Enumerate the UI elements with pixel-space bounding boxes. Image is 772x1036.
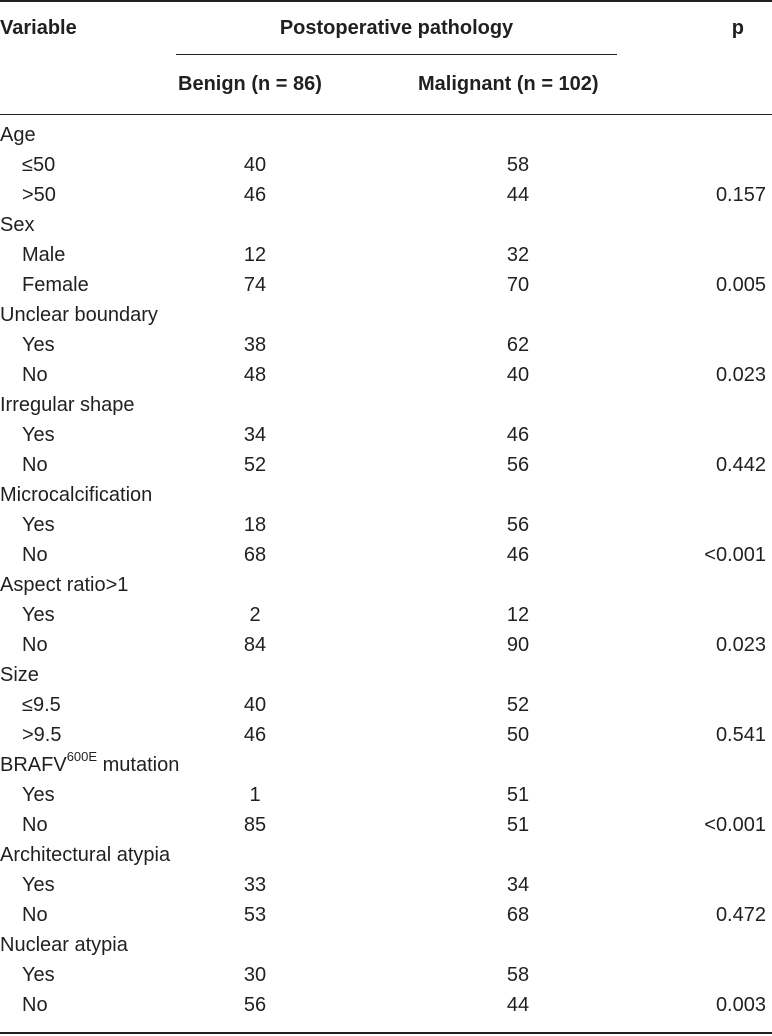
category-label: Yes: [22, 514, 55, 536]
variable-label-suffix: mutation: [97, 754, 180, 776]
group-row: [0, 300, 772, 330]
variable-label: Irregular shape: [0, 394, 135, 416]
header-malignant: Malignant (n = 102): [418, 73, 599, 95]
malignant-count: 56: [506, 514, 530, 536]
p-value: 0.023: [715, 364, 766, 386]
category-label: Yes: [22, 784, 55, 806]
malignant-count: 34: [506, 874, 530, 896]
malignant-count: 51: [506, 814, 530, 836]
malignant-count: 68: [506, 904, 530, 926]
category-label: Female: [22, 274, 89, 296]
category-label: No: [22, 364, 48, 386]
malignant-count: 62: [506, 334, 530, 356]
p-value: 0.541: [715, 724, 766, 746]
category-label: Yes: [22, 964, 55, 986]
table-row: [0, 690, 772, 720]
benign-count: 48: [243, 364, 267, 386]
benign-count: 68: [243, 544, 267, 566]
benign-count: 12: [243, 244, 267, 266]
malignant-count: 40: [506, 364, 530, 386]
category-label: Yes: [22, 874, 55, 896]
benign-count: 46: [243, 724, 267, 746]
benign-count: 56: [243, 994, 267, 1016]
malignant-count: 51: [506, 784, 530, 806]
category-label: Yes: [22, 604, 55, 626]
benign-count: 53: [243, 904, 267, 926]
group-row: [0, 210, 772, 240]
variable-label-text: BRAFV: [0, 754, 67, 776]
group-row: [0, 660, 772, 690]
malignant-count: 44: [506, 994, 530, 1016]
benign-count: 46: [243, 184, 267, 206]
category-label: No: [22, 454, 48, 476]
malignant-count: 90: [506, 634, 530, 656]
table-row: [0, 960, 772, 990]
table-row: [0, 240, 772, 270]
table-row: [0, 870, 772, 900]
table-row: [0, 150, 772, 180]
p-value: 0.003: [715, 994, 766, 1016]
superscript: 600E: [66, 749, 98, 765]
benign-count: 2: [249, 604, 261, 626]
table-row: [0, 780, 772, 810]
benign-count: 33: [243, 874, 267, 896]
category-label: ≤9.5: [22, 694, 61, 716]
table-row: [0, 900, 772, 930]
benign-count: 34: [243, 424, 267, 446]
group-row: [0, 480, 772, 510]
variable-label: Microcalcification: [0, 484, 153, 506]
variable-label: Sex: [0, 214, 35, 236]
group-row: [0, 930, 772, 960]
category-label: >50: [22, 184, 56, 206]
category-label: Male: [22, 244, 66, 266]
table-row: [0, 720, 772, 750]
benign-count: 30: [243, 964, 267, 986]
variable-label: [0, 750, 179, 780]
table-row: [0, 810, 772, 840]
table-row: [0, 990, 772, 1020]
malignant-count: 56: [506, 454, 530, 476]
header-variable: Variable: [0, 17, 77, 39]
group-row: [0, 120, 772, 150]
category-label: No: [22, 544, 48, 566]
category-label: No: [22, 994, 48, 1016]
malignant-count: 70: [506, 274, 530, 296]
bottom-rule: [0, 1032, 772, 1034]
variable-label: Architectural atypia: [0, 844, 171, 866]
header-benign: Benign (n = 86): [178, 73, 322, 95]
group-row: [0, 390, 772, 420]
group-row: [0, 570, 772, 600]
benign-count: 84: [243, 634, 267, 656]
p-value: <0.001: [704, 814, 766, 836]
malignant-count: 46: [506, 424, 530, 446]
table-row: [0, 330, 772, 360]
benign-count: 74: [243, 274, 267, 296]
variable-label: Size: [0, 664, 39, 686]
malignant-count: 12: [506, 604, 530, 626]
malignant-count: 44: [506, 184, 530, 206]
benign-count: 85: [243, 814, 267, 836]
group-row: [0, 750, 772, 780]
malignant-count: 58: [506, 154, 530, 176]
benign-count: 40: [243, 694, 267, 716]
top-rule: [0, 0, 772, 2]
table-row: [0, 270, 772, 300]
p-value: 0.023: [715, 634, 766, 656]
benign-count: 52: [243, 454, 267, 476]
header-rule: [0, 114, 772, 115]
category-label: No: [22, 634, 48, 656]
group-row: [0, 840, 772, 870]
variable-label: Nuclear atypia: [0, 934, 128, 956]
table-row: [0, 600, 772, 630]
malignant-count: 32: [506, 244, 530, 266]
category-label: ≤50: [22, 154, 56, 176]
variable-label: Aspect ratio>1: [0, 574, 129, 596]
table-row: [0, 630, 772, 660]
table-row: [0, 450, 772, 480]
benign-count: 1: [249, 784, 261, 806]
p-value: 0.157: [715, 184, 766, 206]
table-row: [0, 510, 772, 540]
table-row: [0, 420, 772, 450]
table-row: [0, 540, 772, 570]
spanner-rule: [176, 54, 617, 55]
header-postoperative-pathology: Postoperative pathology: [279, 17, 514, 39]
malignant-count: 52: [506, 694, 530, 716]
p-value: 0.005: [715, 274, 766, 296]
malignant-count: 50: [506, 724, 530, 746]
variable-label: Age: [0, 124, 36, 146]
header-p: p: [731, 17, 744, 39]
category-label: No: [22, 814, 48, 836]
category-label: Yes: [22, 334, 55, 356]
category-label: Yes: [22, 424, 55, 446]
table-row: [0, 180, 772, 210]
benign-count: 40: [243, 154, 267, 176]
p-value: 0.472: [715, 904, 766, 926]
category-label: No: [22, 904, 48, 926]
malignant-count: 46: [506, 544, 530, 566]
category-label: >9.5: [22, 724, 62, 746]
benign-count: 18: [243, 514, 267, 536]
p-value: 0.442: [715, 454, 766, 476]
table-row: [0, 360, 772, 390]
variable-label: Unclear boundary: [0, 304, 158, 326]
p-value: <0.001: [704, 544, 766, 566]
benign-count: 38: [243, 334, 267, 356]
malignant-count: 58: [506, 964, 530, 986]
